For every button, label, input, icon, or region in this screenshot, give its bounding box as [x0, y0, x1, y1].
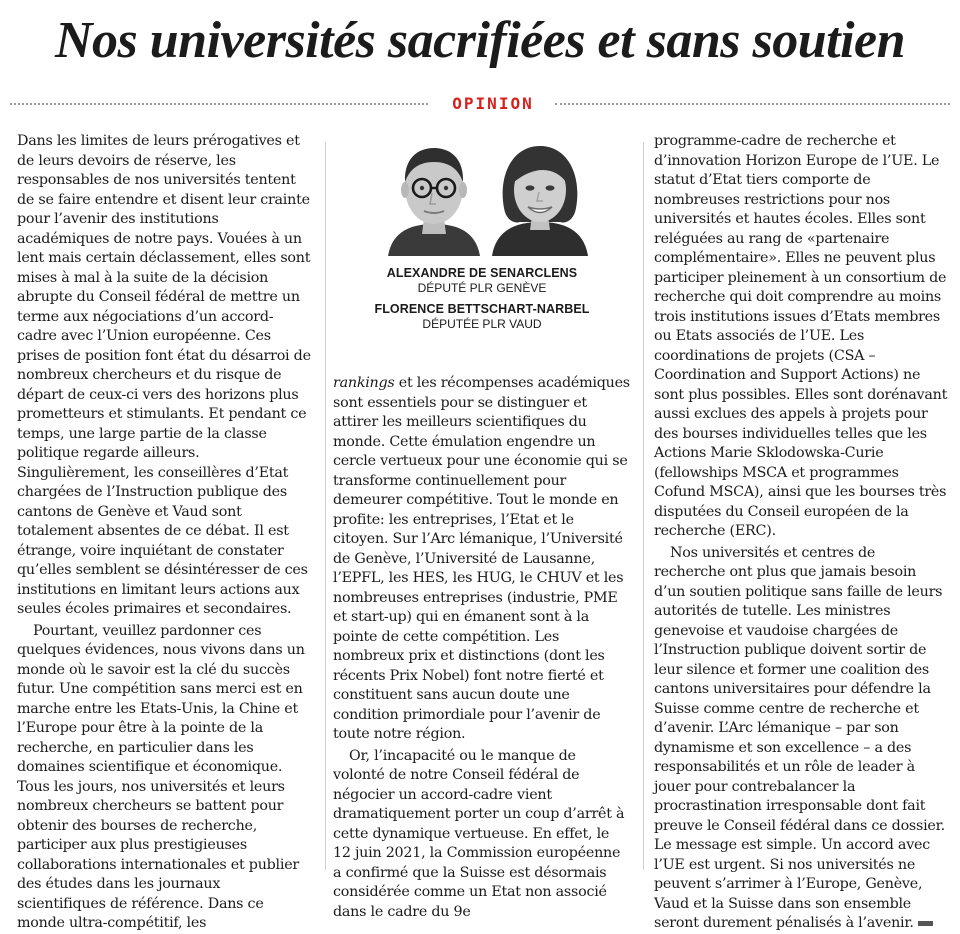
article-title: Nos universités sacrifiées et sans soutien	[54, 12, 906, 69]
body-paragraph-text: Nos universités et centres de recherche ont plus que jamais besoin d’un soutien politique sans faille de leurs autorités de tutelle. Les ministres genevoise et vaudoise chargées de l’Instruction publique doivent sortir de leur silence et former une coalition des cantons universitaires pour défendre la Suisse comme centre de recherche et d’avenir. L’Arc lémanique – par son dynamisme et son excellence – a des responsabilités et un rôle de leader à jouer pour contrebalancer la procrastination irresponsable dont fait preuve le Conseil fédéral dans ce dossier. Le message est simple. Un accord avec l’UE est urgent. Si nos universités ne peuvent s’arrimer à l’Europe, Genève, Vaud et la Suisse dans son ensemble seront durement pénalisés à l’avenir.	[654, 544, 945, 931]
column-divider	[643, 142, 644, 870]
author-portraits	[378, 138, 598, 256]
man-portrait-photo-icon	[384, 138, 484, 256]
rubric-dotted-rule-right	[555, 103, 950, 105]
author-role: DÉPUTÉ PLR GENÈVE	[417, 281, 547, 295]
article-column-2	[333, 374, 631, 922]
rubric-dotted-rule-left	[10, 103, 428, 105]
author-role: DÉPUTÉE PLR VAUD	[422, 317, 542, 331]
author-name: ALEXANDRE DE SENARCLENS	[386, 266, 578, 280]
author-name: FLORENCE BETTSCHART-NARBEL	[374, 302, 590, 316]
body-paragraph: Dans les limites de leurs prérogatives et de leurs devoirs de réserve, les responsables de nos universités tentent de se faire entendre et disent leur crainte pour l’avenir des institutions académiques de notre pays. Vouées à un lent mais certain déclassement, elles sont mises à mal à la suite de la décision abrupte du Conseil fédéral de mettre un terme aux négociations d’un accord-cadre avec l’Union européenne. Ces prises de position font état du désarroi de nombreux chercheurs et du risque de départ de ceux-ci vers des horizons plus prometteurs et stimulants. Et pendant ce temps, une large partie de la classe politique regarde ailleurs. Singulièrement, les conseillères d’Etat chargées de l’Instruction publique des cantons de Genève et Vaud sont totalement absentes de ce débat. Il est étrange, voire inquiétant de constater qu’elles semblent se désintéresser de ces institutions en limitant leurs actions aux seules écoles primaires et secondaires.	[17, 133, 311, 617]
body-paragraph	[333, 374, 631, 745]
end-of-article-mark-icon	[918, 921, 933, 926]
column-divider	[325, 142, 326, 870]
body-paragraph-text: et les récompenses académiques sont essentiels pour se distinguer et attirer les meilleurs scientifiques du monde. Cette émulation engendre un cercle vertueux pour une économie qui se transforme continuellement pour demeurer compétitive. Tout le monde en profite: les entreprises, l’Etat et le citoyen. Sur l’Arc lémanique, l’Université de Genève, l’Université de Lausanne, l’EPFL, les HES, les HUG, le CHUV et les nombreuses entreprises (industrie, PME et start-up) qui en émanent sont à la pointe de cette compétition. Les nombreux prix et distinctions (dont les récents Prix Nobel) font notre fierté et constituent sans aucun doute une condition primordiale pour l’avenir de toute notre région.	[333, 375, 630, 742]
body-paragraph	[654, 544, 948, 934]
rubric-label: OPINION	[452, 94, 534, 113]
rubric-bar	[10, 94, 950, 114]
woman-portrait-photo-icon	[490, 138, 590, 256]
article-column-3	[654, 132, 948, 934]
italic-word: rankings	[333, 375, 395, 391]
body-paragraph: Or, l’incapacité ou le manque de volonté de notre Conseil fédéral de négocier un accord-cadre vient dramatiquement porter un coup d’arrêt à cette dynamique vertueuse. En effet, le 12 juin 2021, la Commission européenne a confirmé que la Suisse est désormais considérée comme un Etat non associé dans le cadre du 9e	[333, 747, 625, 920]
author-bylines	[333, 266, 631, 338]
article-column-1	[17, 132, 313, 934]
body-paragraph: programme-cadre de recherche et d’innovation Horizon Europe de l’UE. Le statut d’Etat tiers comporte de nombreuses restrictions pour nos universités et hautes écoles. Elles sont reléguées au rang de «partenaire complémentaire». Elles ne peuvent plus participer pleinement à un consortium de recherche qui doit comprendre au moins trois institutions issues d’Etats membres ou Etats associés de l’UE. Les coordinations de projets (CSA – Coordination and Support Actions) ne sont plus possibles. Elles sont dorénavant aussi exclues des appels à projets pour des bourses individuelles telles que les Actions Marie Sklodowska-Curie (fellowships MSCA et programmes Cofund MSCA), ainsi que les bourses très disputées du Conseil européen de la recherche (ERC).	[654, 133, 948, 539]
body-paragraph: Pourtant, veuillez pardonner ces quelques évidences, nous vivons dans un monde où le savoir est la clé du succès futur. Une compétition sans merci est en marche entre les Etats-Unis, la Chine et l’Europe pour être à la pointe de la recherche, en particulier dans les domaines scientifique et économique. Tous les jours, nos universités et leurs nombreux chercheurs se battent pour obtenir des bourses de recherche, participer aux plus prestigieuses collaborations internationales et publier des études dans les journaux scientifiques de référence. Dans ce monde ultra-compétitif, les	[17, 622, 305, 931]
